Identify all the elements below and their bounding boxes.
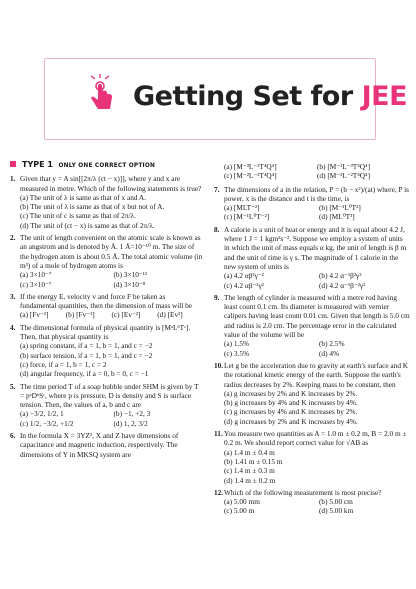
option: (c) [Ev⁻²] xyxy=(111,310,141,320)
option: (b) 5.00 cm xyxy=(319,497,353,507)
option: (a) 3×10⁻⁷ xyxy=(20,270,52,280)
question-number: 6. xyxy=(10,431,16,441)
option: (d) 5.00 km xyxy=(319,506,354,516)
question-number: 7. xyxy=(214,184,220,194)
question-6-options xyxy=(214,162,410,181)
question-1 xyxy=(10,174,203,230)
header-box xyxy=(44,58,408,140)
question-number: 10. xyxy=(214,360,224,370)
question-number: 3. xyxy=(10,291,16,301)
title-main: Getting Set for xyxy=(133,81,353,112)
option: (d) 4.2 α⁻¹β⁻²γ² xyxy=(319,280,366,290)
square-bullet-icon xyxy=(10,161,16,167)
question-number: 5. xyxy=(10,381,16,391)
question-text: Which of the following measurement is most precise? xyxy=(224,487,382,497)
question-7 xyxy=(214,185,410,222)
question-number: 12. xyxy=(214,487,224,497)
question-5 xyxy=(10,382,203,428)
option: (c) 4.2 αβ⁻²γ² xyxy=(224,280,264,290)
question-text: The dimensional formula of physical quantity is [MᵃLᵇTᶜ]. Then, that physical quantity is xyxy=(20,322,191,342)
option: (a) 4.2 αβ²γ⁻² xyxy=(224,271,264,281)
type-label: TYPE 1 xyxy=(22,160,53,169)
question-10 xyxy=(214,361,410,426)
option: (c) [M⁻¹L⁰T⁻²] xyxy=(224,212,270,222)
option: (a) spring constant, if a = 1, b = 1, and c = −2 xyxy=(20,341,153,351)
option: (b) −1, +2, 3 xyxy=(113,409,151,419)
option: (b) g increases by 4% and K increases by 4%. xyxy=(224,398,358,408)
option: (a) [M⁻³L⁻²T⁴Q⁴] xyxy=(224,162,277,171)
question-text: The dimensions of a in the relation, P = (b − x²)/(at) where, P is power, x is the distance and t is the time, is xyxy=(224,184,409,203)
option: (d) g increases by 2% and K increases by 4%. xyxy=(224,416,358,426)
option: (c) 1/2, −3/2, +1/2 xyxy=(20,418,74,428)
question-text: Given that y = A sin[[2π/λ (ct − x)]], where y and x are measured in metre. Which of the following statements is true? xyxy=(20,174,202,193)
option: (c) force, if a = 1, b = 1, c = 2 xyxy=(20,359,107,369)
option: (d) 4% xyxy=(319,348,340,358)
question-text: If the energy E, velocity v and force F be taken as fundamental quantities, then the dimension of mass will be xyxy=(20,291,193,311)
option: (b) [Fv⁻¹] xyxy=(65,310,95,320)
option: (c) 1.4 m ± 0.3 m xyxy=(224,466,275,476)
question-number: 1. xyxy=(10,174,16,184)
option: (d) [ML⁰T³] xyxy=(319,212,355,222)
section-heading xyxy=(10,160,203,171)
question-text: The time period T of a soap bubble under SHM is given by T = pᵃDᵇSᶜ, where p is pressure, D is density and S is surface tension. Then, the values of a, b and c are xyxy=(20,381,199,410)
option: (b) 3×10⁻¹² xyxy=(113,270,148,280)
option: (d) 3×10⁻⁸ xyxy=(113,279,146,289)
question-6 xyxy=(10,431,203,459)
option: (c) 3.5% xyxy=(224,348,250,358)
option: (c) [M⁻²L⁻²T⁴Q⁴] xyxy=(224,171,277,181)
option: (a) 1.5% xyxy=(224,339,250,349)
question-4 xyxy=(10,323,203,379)
question-2 xyxy=(10,233,203,289)
question-8 xyxy=(214,225,410,290)
right-column xyxy=(214,162,410,519)
question-text: In the formula X = 3YZ², X and Z have dimensions of capacitance and magnetic induction, respectively. The dimensions of Y in MKSQ system are xyxy=(20,431,179,459)
option: (d) 1.4 m ± 0.2 m xyxy=(224,475,276,485)
question-text: Let g be the acceleration due to gravity at earth's surface and K the rotational kinetic energy of the earth. Suppose the earth's radius decreases by 2%. Keeping mass to be constant, then xyxy=(224,360,409,389)
option: (a) The unit of λ is same as that of x and A. xyxy=(20,192,147,202)
question-number: 9. xyxy=(214,292,220,302)
option: (a) [MLT⁻²] xyxy=(224,203,260,213)
option: (a) 5.00 mm xyxy=(224,497,260,507)
option: (b) surface tension, if a = 1, b = 1, and c = −2 xyxy=(20,350,153,360)
question-text: The unit of length convenient on the atomic scale is known as an angstrom and is denoted by Å. 1 Å=10⁻¹⁰ m. The size of the hydrogen atom is about 0.5 Å. The total atomic volume (in m³) of a mole of hydrogen atoms is xyxy=(20,233,203,270)
option: (b) 1.41 m ± 0.15 m xyxy=(224,456,283,466)
option: (b) 2.5% xyxy=(319,339,345,349)
left-column xyxy=(10,162,203,462)
option: (b) 4.2 α⁻¹β²γ² xyxy=(319,271,362,281)
question-number: 11. xyxy=(214,429,223,439)
question-number: 4. xyxy=(10,322,16,332)
option: (d) The unit of (ct − x) is same as that of 2π/λ. xyxy=(20,220,155,230)
question-3 xyxy=(10,292,203,320)
question-text: You measure two quantities as A = 1.0 m ± 0.2 m, B = 2.0 m ± 0.2 m. We should report correct value for √AB as xyxy=(224,429,407,448)
option: (d) angular frequency, if a = 0, b = 0, c = −1 xyxy=(20,369,149,379)
question-11 xyxy=(214,429,410,485)
option: (d) [M⁻³L⁻²T⁴Q⁴] xyxy=(317,171,371,181)
question-number: 2. xyxy=(10,233,16,243)
title-accent: JEE xyxy=(361,81,408,112)
option: (c) 5.00 m xyxy=(224,506,255,516)
question-12 xyxy=(214,488,410,516)
option: (c) 3×10⁻⁷ xyxy=(20,279,52,289)
option: (b) [M⁻¹L⁰T²] xyxy=(319,203,361,213)
question-9 xyxy=(214,293,410,358)
option: (d) 1, 2, 3/2 xyxy=(113,418,148,428)
option: (d) [Ev²] xyxy=(157,310,183,320)
type-desc: ONLY ONE CORRECT OPTION xyxy=(58,163,156,169)
option: (a) [Fv⁻²] xyxy=(20,310,49,320)
option: (a) −3/2, 1/2, 1 xyxy=(20,409,64,419)
option: (b) The unit of λ is same as that of x but not of A. xyxy=(20,202,165,212)
question-text: The length of cylinder is measured with a metre rod having least count 0.1 cm. Its diameter is measured with vernier calipers having least count 0.01 cm. Given that length is 5.0 cm and radius is 2.0 cm. The percentage error in the calculated value of the volume will be xyxy=(224,292,410,340)
option: (c) g increases by 4% and K increases by 2%. xyxy=(224,407,358,417)
page-title xyxy=(133,81,407,112)
option: (a) g increases by 2% and K increases by 2%. xyxy=(224,388,358,398)
question-text: A calorie is a unit of heat or energy and it is equal about 4.2 J, where 1 J = 1 kgm²s⁻². Suppose we employ a system of units in which the unit of mass equals α kg, the unit of length is β m and the unit of time is γ s. The magnitude of 1 calorie in the new system of units is xyxy=(224,224,407,271)
question-number: 8. xyxy=(214,224,220,234)
hand-pointer-icon xyxy=(81,73,121,113)
option: (a) 1.4 m ± 0.4 m xyxy=(224,447,275,457)
option: (b) [M⁻¹L⁻³T⁴Q⁴] xyxy=(317,162,371,171)
option: (c) The unit of c is same as that of 2π/λ. xyxy=(20,211,136,221)
